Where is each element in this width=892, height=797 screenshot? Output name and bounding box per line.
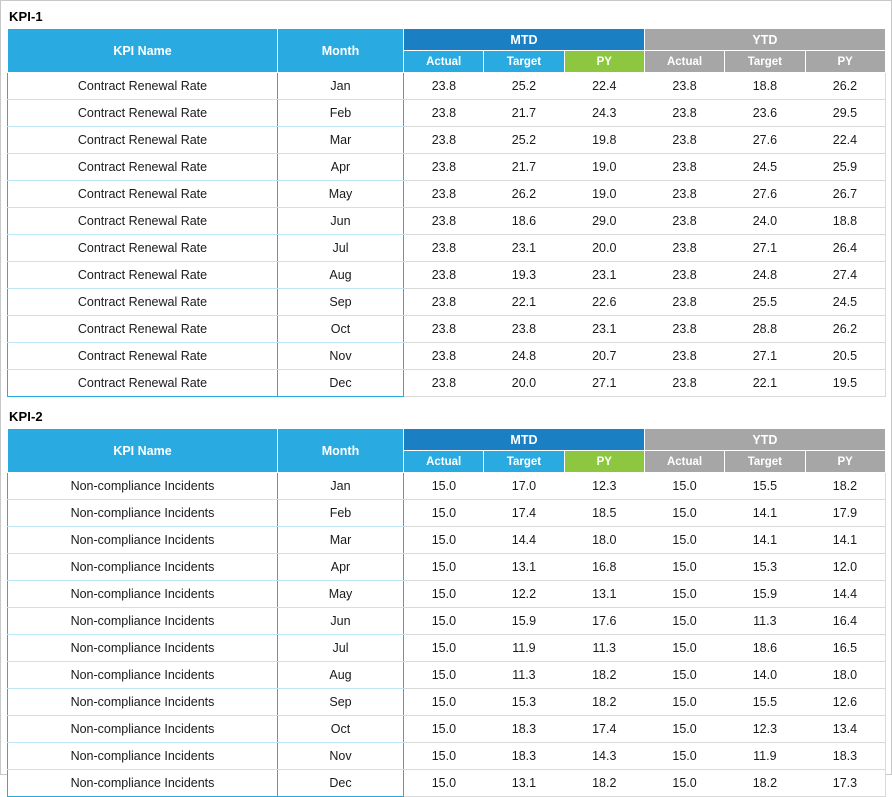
cell-mtd-py: 19.0 [564, 154, 644, 181]
cell-month: Feb [278, 500, 404, 527]
cell-kpi-name: Contract Renewal Rate [8, 316, 278, 343]
cell-ytd-py: 19.5 [805, 370, 885, 397]
cell-month: Jun [278, 608, 404, 635]
cell-mtd-target: 12.2 [484, 581, 564, 608]
table-body-1 [8, 73, 886, 397]
cell-ytd-actual: 23.8 [644, 100, 724, 127]
cell-mtd-target: 18.3 [484, 716, 564, 743]
cell-mtd-target: 17.0 [484, 473, 564, 500]
cell-ytd-target: 27.6 [725, 181, 805, 208]
cell-mtd-target: 13.1 [484, 554, 564, 581]
col-header-ytd-actual: Actual [644, 51, 724, 73]
cell-mtd-py: 24.3 [564, 100, 644, 127]
col-header-mtd-target: Target [484, 51, 564, 73]
cell-mtd-actual: 15.0 [404, 554, 484, 581]
table-row [8, 343, 886, 370]
cell-ytd-actual: 15.0 [644, 662, 724, 689]
section-title-kpi-2: KPI-2 [9, 409, 43, 424]
kpi-table-2 [7, 428, 886, 797]
table-row [8, 770, 886, 797]
cell-ytd-py: 18.8 [805, 208, 885, 235]
header-row-top [8, 429, 886, 451]
col-header-mtd-actual: Actual [404, 51, 484, 73]
cell-ytd-actual: 23.8 [644, 370, 724, 397]
table-row [8, 235, 886, 262]
cell-mtd-actual: 23.8 [404, 73, 484, 100]
table-row [8, 473, 886, 500]
cell-ytd-actual: 15.0 [644, 716, 724, 743]
cell-mtd-py: 29.0 [564, 208, 644, 235]
cell-kpi-name: Contract Renewal Rate [8, 181, 278, 208]
cell-kpi-name: Non-compliance Incidents [8, 581, 278, 608]
kpi-section-1 [7, 7, 885, 397]
cell-month: Aug [278, 262, 404, 289]
table-row [8, 689, 886, 716]
cell-month: Nov [278, 743, 404, 770]
cell-mtd-actual: 23.8 [404, 154, 484, 181]
table-body-2 [8, 473, 886, 797]
cell-mtd-py: 13.1 [564, 581, 644, 608]
cell-ytd-actual: 15.0 [644, 689, 724, 716]
cell-mtd-actual: 23.8 [404, 208, 484, 235]
cell-mtd-actual: 15.0 [404, 500, 484, 527]
cell-kpi-name: Non-compliance Incidents [8, 500, 278, 527]
cell-mtd-actual: 23.8 [404, 100, 484, 127]
cell-month: Oct [278, 316, 404, 343]
cell-ytd-target: 27.1 [725, 343, 805, 370]
cell-ytd-target: 23.6 [725, 100, 805, 127]
table-row [8, 100, 886, 127]
cell-kpi-name: Non-compliance Incidents [8, 554, 278, 581]
section-title-kpi-1: KPI-1 [9, 9, 43, 24]
cell-ytd-py: 18.2 [805, 473, 885, 500]
cell-mtd-actual: 15.0 [404, 770, 484, 797]
col-group-ytd: YTD [644, 29, 885, 51]
cell-month: Jan [278, 473, 404, 500]
col-group-mtd: MTD [404, 29, 645, 51]
cell-mtd-target: 22.1 [484, 289, 564, 316]
cell-mtd-target: 11.3 [484, 662, 564, 689]
table-row [8, 554, 886, 581]
cell-ytd-target: 18.8 [725, 73, 805, 100]
cell-ytd-target: 27.1 [725, 235, 805, 262]
table-row [8, 73, 886, 100]
cell-ytd-py: 14.4 [805, 581, 885, 608]
cell-mtd-py: 17.6 [564, 608, 644, 635]
cell-kpi-name: Contract Renewal Rate [8, 343, 278, 370]
table-header-1 [8, 29, 886, 73]
cell-kpi-name: Non-compliance Incidents [8, 662, 278, 689]
cell-ytd-target: 11.9 [725, 743, 805, 770]
table-row [8, 289, 886, 316]
col-header-ytd-py: PY [805, 451, 885, 473]
table-row [8, 527, 886, 554]
cell-mtd-py: 20.7 [564, 343, 644, 370]
cell-mtd-py: 22.6 [564, 289, 644, 316]
cell-ytd-target: 18.2 [725, 770, 805, 797]
col-header-ytd-target: Target [725, 451, 805, 473]
cell-mtd-actual: 23.8 [404, 181, 484, 208]
cell-mtd-target: 21.7 [484, 154, 564, 181]
cell-kpi-name: Non-compliance Incidents [8, 716, 278, 743]
cell-mtd-py: 18.2 [564, 770, 644, 797]
cell-mtd-actual: 23.8 [404, 289, 484, 316]
cell-mtd-target: 14.4 [484, 527, 564, 554]
cell-mtd-py: 20.0 [564, 235, 644, 262]
cell-ytd-actual: 15.0 [644, 473, 724, 500]
cell-mtd-py: 22.4 [564, 73, 644, 100]
cell-ytd-py: 29.5 [805, 100, 885, 127]
cell-month: Sep [278, 289, 404, 316]
table-row [8, 635, 886, 662]
cell-month: May [278, 581, 404, 608]
cell-mtd-target: 23.8 [484, 316, 564, 343]
cell-ytd-py: 16.5 [805, 635, 885, 662]
cell-mtd-py: 14.3 [564, 743, 644, 770]
cell-ytd-actual: 23.8 [644, 262, 724, 289]
cell-ytd-target: 24.0 [725, 208, 805, 235]
col-header-mtd-target: Target [484, 451, 564, 473]
cell-mtd-target: 25.2 [484, 127, 564, 154]
cell-mtd-actual: 23.8 [404, 370, 484, 397]
cell-ytd-py: 25.9 [805, 154, 885, 181]
table-row [8, 370, 886, 397]
cell-mtd-py: 17.4 [564, 716, 644, 743]
cell-kpi-name: Contract Renewal Rate [8, 208, 278, 235]
kpi-table-1 [7, 28, 886, 397]
col-header-month: Month [278, 429, 404, 473]
cell-ytd-actual: 15.0 [644, 500, 724, 527]
cell-mtd-py: 11.3 [564, 635, 644, 662]
cell-mtd-target: 25.2 [484, 73, 564, 100]
cell-month: Dec [278, 770, 404, 797]
cell-mtd-py: 19.0 [564, 181, 644, 208]
cell-mtd-target: 21.7 [484, 100, 564, 127]
cell-mtd-py: 19.8 [564, 127, 644, 154]
cell-ytd-actual: 23.8 [644, 343, 724, 370]
cell-ytd-actual: 23.8 [644, 235, 724, 262]
cell-mtd-actual: 23.8 [404, 343, 484, 370]
cell-mtd-actual: 15.0 [404, 662, 484, 689]
cell-month: Oct [278, 716, 404, 743]
cell-kpi-name: Non-compliance Incidents [8, 689, 278, 716]
cell-mtd-actual: 15.0 [404, 743, 484, 770]
table-row [8, 716, 886, 743]
col-group-ytd: YTD [644, 429, 885, 451]
cell-mtd-target: 19.3 [484, 262, 564, 289]
cell-mtd-target: 18.3 [484, 743, 564, 770]
cell-kpi-name: Contract Renewal Rate [8, 235, 278, 262]
cell-mtd-actual: 23.8 [404, 262, 484, 289]
cell-mtd-target: 24.8 [484, 343, 564, 370]
table-row [8, 262, 886, 289]
cell-mtd-py: 27.1 [564, 370, 644, 397]
header-row-top [8, 29, 886, 51]
cell-ytd-actual: 15.0 [644, 635, 724, 662]
cell-mtd-target: 11.9 [484, 635, 564, 662]
col-header-ytd-target: Target [725, 51, 805, 73]
cell-kpi-name: Contract Renewal Rate [8, 289, 278, 316]
cell-mtd-target: 26.2 [484, 181, 564, 208]
cell-ytd-actual: 23.8 [644, 127, 724, 154]
col-header-ytd-actual: Actual [644, 451, 724, 473]
cell-kpi-name: Non-compliance Incidents [8, 743, 278, 770]
cell-ytd-target: 14.0 [725, 662, 805, 689]
cell-month: Mar [278, 127, 404, 154]
cell-mtd-target: 20.0 [484, 370, 564, 397]
cell-ytd-actual: 15.0 [644, 581, 724, 608]
cell-ytd-actual: 15.0 [644, 608, 724, 635]
cell-ytd-py: 26.4 [805, 235, 885, 262]
cell-mtd-actual: 15.0 [404, 473, 484, 500]
cell-month: Apr [278, 154, 404, 181]
table-row [8, 500, 886, 527]
cell-mtd-target: 15.9 [484, 608, 564, 635]
cell-ytd-target: 14.1 [725, 500, 805, 527]
table-row [8, 316, 886, 343]
cell-mtd-actual: 15.0 [404, 689, 484, 716]
kpi-section-2 [7, 407, 885, 797]
cell-mtd-actual: 15.0 [404, 716, 484, 743]
cell-month: Apr [278, 554, 404, 581]
cell-month: Mar [278, 527, 404, 554]
cell-ytd-actual: 23.8 [644, 316, 724, 343]
cell-month: Aug [278, 662, 404, 689]
cell-ytd-py: 16.4 [805, 608, 885, 635]
cell-mtd-py: 18.0 [564, 527, 644, 554]
cell-ytd-py: 27.4 [805, 262, 885, 289]
cell-mtd-actual: 23.8 [404, 316, 484, 343]
cell-ytd-actual: 23.8 [644, 73, 724, 100]
cell-kpi-name: Non-compliance Incidents [8, 608, 278, 635]
cell-month: Nov [278, 343, 404, 370]
cell-ytd-target: 27.6 [725, 127, 805, 154]
cell-ytd-py: 26.7 [805, 181, 885, 208]
cell-ytd-target: 15.3 [725, 554, 805, 581]
cell-kpi-name: Contract Renewal Rate [8, 73, 278, 100]
cell-month: Jan [278, 73, 404, 100]
cell-ytd-py: 18.3 [805, 743, 885, 770]
col-header-kpi-name: KPI Name [8, 429, 278, 473]
table-row [8, 662, 886, 689]
table-row [8, 743, 886, 770]
cell-mtd-actual: 15.0 [404, 581, 484, 608]
table-row [8, 581, 886, 608]
col-header-mtd-py: PY [564, 451, 644, 473]
col-group-mtd: MTD [404, 429, 645, 451]
cell-mtd-actual: 23.8 [404, 127, 484, 154]
cell-kpi-name: Non-compliance Incidents [8, 635, 278, 662]
cell-ytd-py: 20.5 [805, 343, 885, 370]
table-row [8, 208, 886, 235]
table-row [8, 608, 886, 635]
cell-mtd-py: 18.2 [564, 662, 644, 689]
cell-mtd-target: 23.1 [484, 235, 564, 262]
cell-mtd-target: 15.3 [484, 689, 564, 716]
cell-mtd-actual: 15.0 [404, 527, 484, 554]
cell-ytd-actual: 15.0 [644, 743, 724, 770]
cell-ytd-target: 11.3 [725, 608, 805, 635]
cell-ytd-actual: 15.0 [644, 527, 724, 554]
table-row [8, 181, 886, 208]
cell-ytd-actual: 23.8 [644, 289, 724, 316]
cell-ytd-py: 18.0 [805, 662, 885, 689]
cell-ytd-py: 24.5 [805, 289, 885, 316]
cell-mtd-actual: 15.0 [404, 608, 484, 635]
cell-ytd-target: 22.1 [725, 370, 805, 397]
cell-ytd-target: 24.8 [725, 262, 805, 289]
col-header-mtd-py: PY [564, 51, 644, 73]
cell-kpi-name: Non-compliance Incidents [8, 473, 278, 500]
cell-ytd-actual: 23.8 [644, 154, 724, 181]
cell-ytd-actual: 15.0 [644, 770, 724, 797]
cell-ytd-py: 26.2 [805, 73, 885, 100]
cell-month: Jul [278, 635, 404, 662]
cell-ytd-target: 15.5 [725, 689, 805, 716]
cell-mtd-py: 18.2 [564, 689, 644, 716]
cell-mtd-target: 18.6 [484, 208, 564, 235]
cell-mtd-py: 23.1 [564, 262, 644, 289]
cell-kpi-name: Contract Renewal Rate [8, 127, 278, 154]
cell-ytd-target: 24.5 [725, 154, 805, 181]
col-header-kpi-name: KPI Name [8, 29, 278, 73]
cell-kpi-name: Non-compliance Incidents [8, 527, 278, 554]
cell-month: Dec [278, 370, 404, 397]
cell-ytd-py: 12.0 [805, 554, 885, 581]
cell-ytd-target: 28.8 [725, 316, 805, 343]
cell-month: Sep [278, 689, 404, 716]
cell-ytd-py: 17.9 [805, 500, 885, 527]
cell-month: May [278, 181, 404, 208]
cell-mtd-target: 13.1 [484, 770, 564, 797]
cell-ytd-py: 17.3 [805, 770, 885, 797]
cell-mtd-py: 23.1 [564, 316, 644, 343]
cell-ytd-target: 12.3 [725, 716, 805, 743]
col-header-ytd-py: PY [805, 51, 885, 73]
cell-ytd-py: 14.1 [805, 527, 885, 554]
cell-kpi-name: Contract Renewal Rate [8, 154, 278, 181]
cell-mtd-target: 17.4 [484, 500, 564, 527]
col-header-mtd-actual: Actual [404, 451, 484, 473]
cell-mtd-py: 18.5 [564, 500, 644, 527]
cell-ytd-target: 18.6 [725, 635, 805, 662]
cell-ytd-actual: 23.8 [644, 208, 724, 235]
cell-ytd-py: 26.2 [805, 316, 885, 343]
cell-kpi-name: Contract Renewal Rate [8, 100, 278, 127]
cell-month: Jul [278, 235, 404, 262]
table-row [8, 154, 886, 181]
table-header-2 [8, 429, 886, 473]
cell-mtd-py: 12.3 [564, 473, 644, 500]
cell-ytd-py: 22.4 [805, 127, 885, 154]
cell-mtd-actual: 23.8 [404, 235, 484, 262]
cell-month: Jun [278, 208, 404, 235]
cell-kpi-name: Non-compliance Incidents [8, 770, 278, 797]
cell-ytd-py: 12.6 [805, 689, 885, 716]
cell-ytd-actual: 15.0 [644, 554, 724, 581]
cell-kpi-name: Contract Renewal Rate [8, 262, 278, 289]
cell-ytd-actual: 23.8 [644, 181, 724, 208]
table-row [8, 127, 886, 154]
cell-kpi-name: Contract Renewal Rate [8, 370, 278, 397]
cell-ytd-py: 13.4 [805, 716, 885, 743]
cell-ytd-target: 15.5 [725, 473, 805, 500]
cell-month: Feb [278, 100, 404, 127]
cell-ytd-target: 15.9 [725, 581, 805, 608]
col-header-month: Month [278, 29, 404, 73]
cell-mtd-py: 16.8 [564, 554, 644, 581]
cell-ytd-target: 25.5 [725, 289, 805, 316]
cell-mtd-actual: 15.0 [404, 635, 484, 662]
cell-ytd-target: 14.1 [725, 527, 805, 554]
